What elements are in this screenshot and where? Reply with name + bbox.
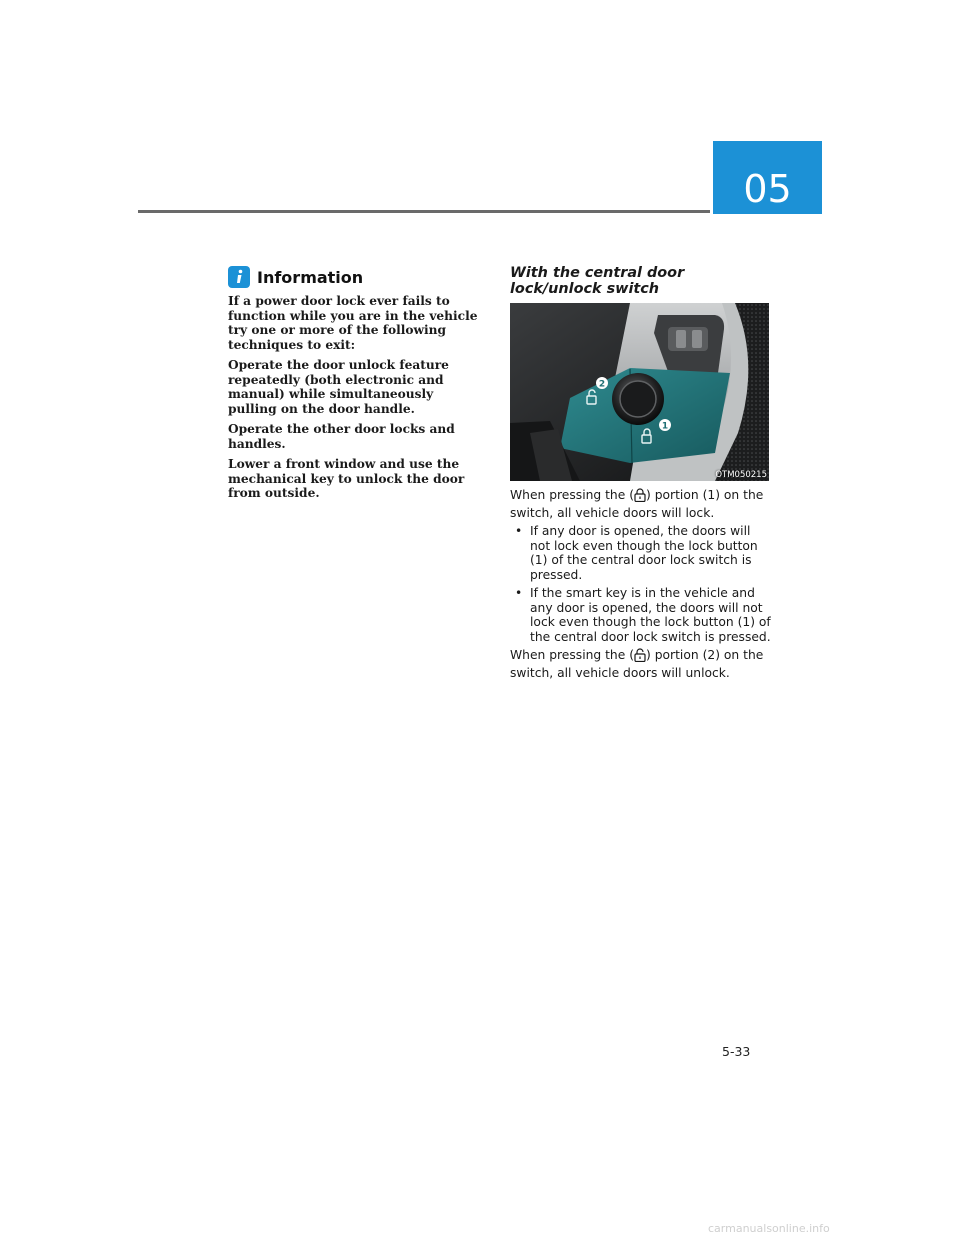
lock-para-suffix: ) portion (1) on the switch, all vehicle doors will lock.: [510, 488, 764, 520]
lock-para-prefix: When pressing the (: [510, 488, 635, 502]
information-body: [228, 294, 486, 507]
information-heading: [228, 266, 363, 288]
door-switch-photo: [510, 303, 769, 481]
image-code: OTM050215: [715, 470, 767, 480]
page-number: 5-33: [722, 1044, 751, 1059]
unlock-para-suffix: ) portion (2) on the switch, all vehicle doors will unlock.: [510, 648, 764, 680]
unlock-paragraph: [510, 648, 772, 680]
information-paragraph: Operate the other door locks and handles.: [228, 422, 455, 451]
section-title: With the central door lock/unlock switch: [510, 265, 685, 297]
information-title: Information: [257, 267, 364, 287]
bullet-item: • If the smart key is in the vehicle and any door is opened, the doors will not lock even though the lock button (1) of the central door lock switch is pressed.: [510, 586, 772, 644]
header-rule: [138, 210, 710, 213]
info-icon: [228, 266, 250, 288]
unlock-icon: [634, 648, 646, 666]
unlock-para-prefix: When pressing the (: [510, 648, 635, 662]
switch-label-1: 1: [661, 421, 669, 432]
bullet-item: • If any door is opened, the doors will not lock even though the lock button (1) of the central door lock switch is pressed.: [510, 524, 772, 582]
watermark: carmanualsonline.info: [708, 1222, 830, 1235]
switch-label-2: 2: [598, 379, 606, 390]
information-paragraph: Lower a front window and use the mechanical key to unlock the door from outside.: [228, 457, 465, 500]
section-body: [510, 488, 772, 684]
information-paragraph: If a power door lock ever fails to function while you are in the vehicle try one or more of the following techniques to exit:: [228, 294, 478, 352]
lock-paragraph: [510, 488, 772, 520]
information-paragraph: Operate the door unlock feature repeatedly (both electronic and manual) while simultaneously pulling on the door handle.: [228, 358, 449, 416]
lock-icon: [634, 488, 646, 506]
chapter-tab: 05: [713, 141, 822, 214]
door-switch-illustration: [510, 303, 769, 481]
